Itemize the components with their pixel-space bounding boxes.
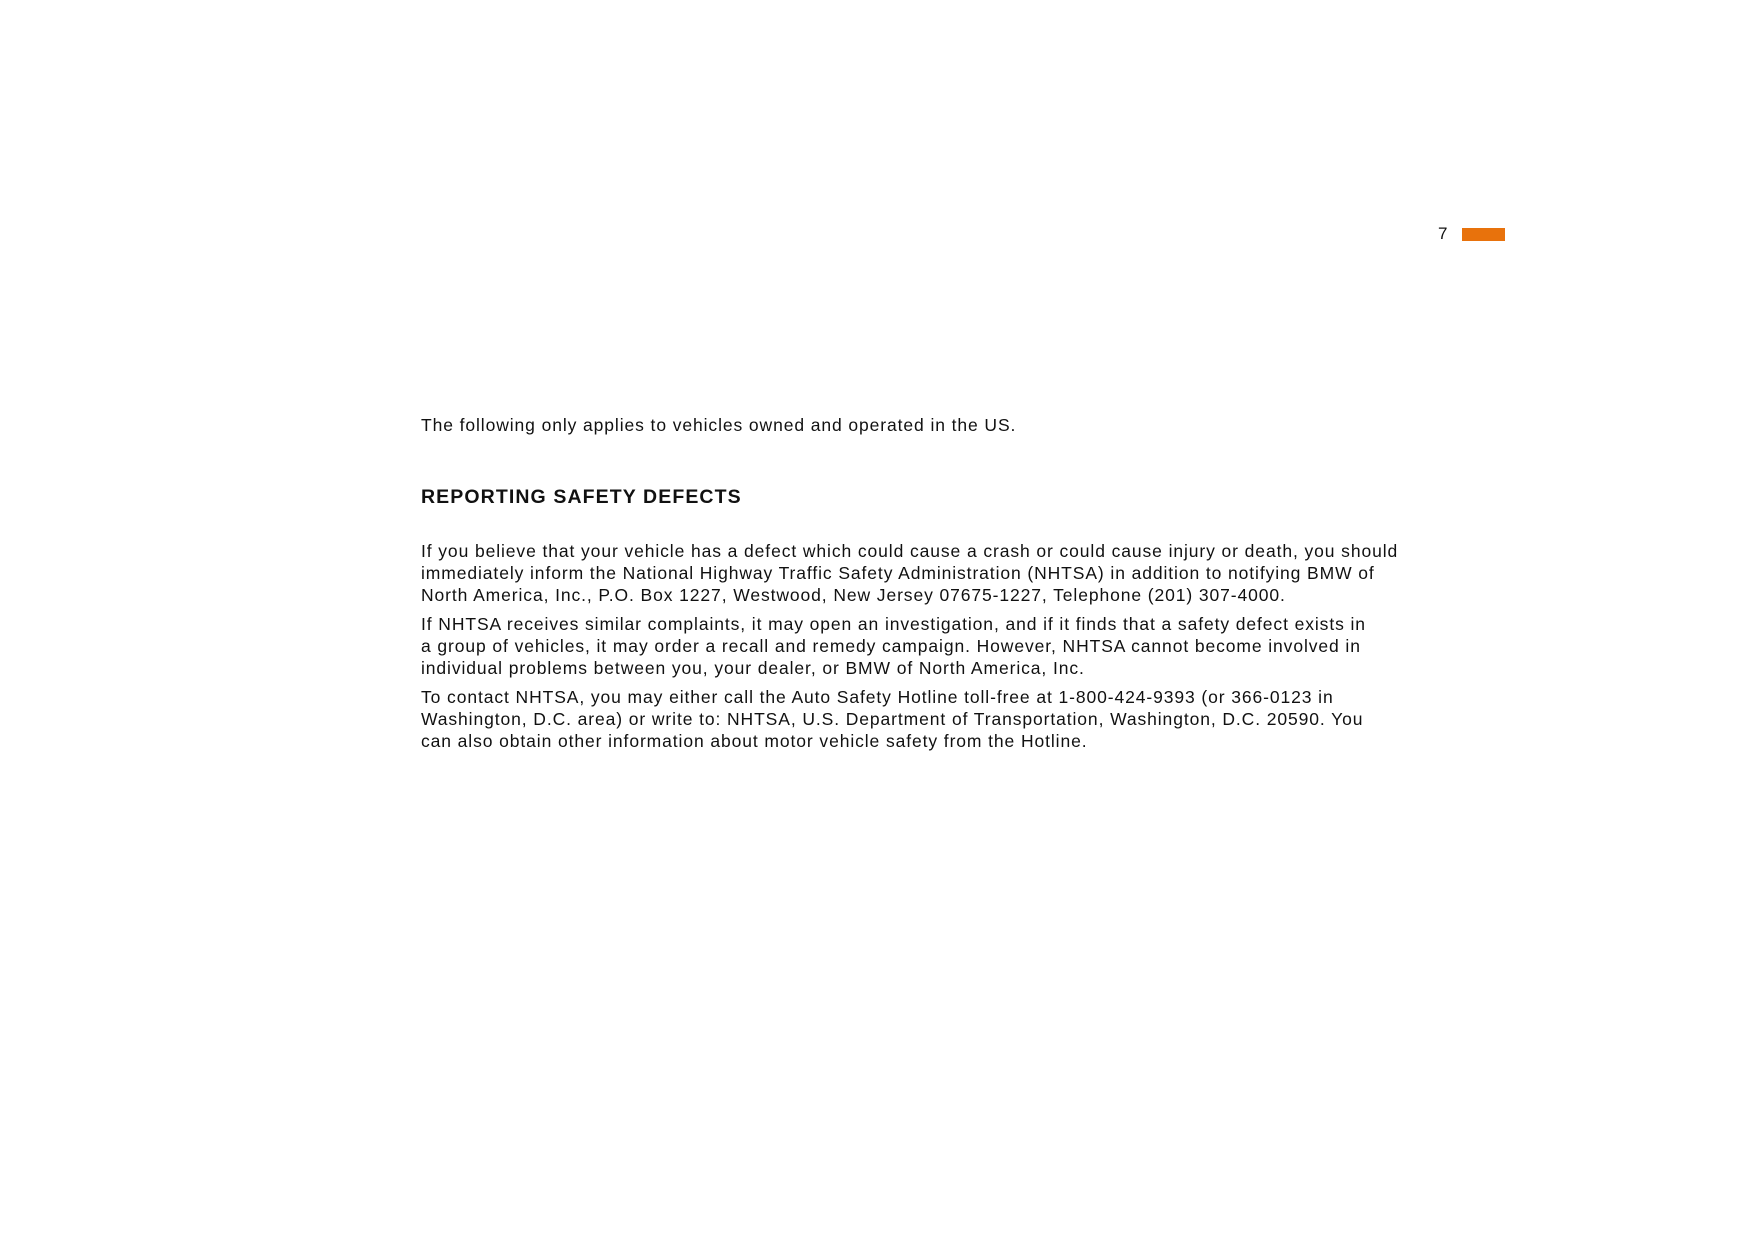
paragraph-investigation xyxy=(421,613,1441,679)
page-marker-bar xyxy=(1462,228,1505,241)
paragraph-line: can also obtain other information about motor vehicle safety from the Hotline. xyxy=(421,731,1088,751)
paragraph-contact xyxy=(421,686,1441,752)
paragraph-line: North America, Inc., P.O. Box 1227, Westwood, New Jersey 07675-1227, Telephone (201) 307-4000. xyxy=(421,585,1286,605)
section-body xyxy=(421,540,1441,759)
paragraph-line: If you believe that your vehicle has a defect which could cause a crash or could cause injury or death, you should xyxy=(421,541,1399,561)
paragraph-line: a group of vehicles, it may order a recall and remedy campaign. However, NHTSA cannot become involved in xyxy=(421,636,1361,656)
page-number: 7 xyxy=(1438,224,1448,243)
paragraph-line: If NHTSA receives similar complaints, it may open an investigation, and if it finds that a safety defect exists in xyxy=(421,614,1366,634)
paragraph-line: immediately inform the National Highway Traffic Safety Administration (NHTSA) in addition to notifying BMW of xyxy=(421,563,1375,583)
page-content xyxy=(421,412,1441,751)
paragraph-report-defect xyxy=(421,540,1441,606)
paragraph-line: Washington, D.C. area) or write to: NHTSA, U.S. Department of Transportation, Washington, D.C. 20590. You xyxy=(421,709,1364,729)
paragraph-line: individual problems between you, your dealer, or BMW of North America, Inc. xyxy=(421,658,1085,678)
section-heading: REPORTING SAFETY DEFECTS xyxy=(421,486,742,508)
paragraph-line: To contact NHTSA, you may either call the Auto Safety Hotline toll-free at 1-800-424-9393 (or 366-0123 in xyxy=(421,687,1334,707)
intro-text: The following only applies to vehicles owned and operated in the US. xyxy=(421,415,1017,435)
